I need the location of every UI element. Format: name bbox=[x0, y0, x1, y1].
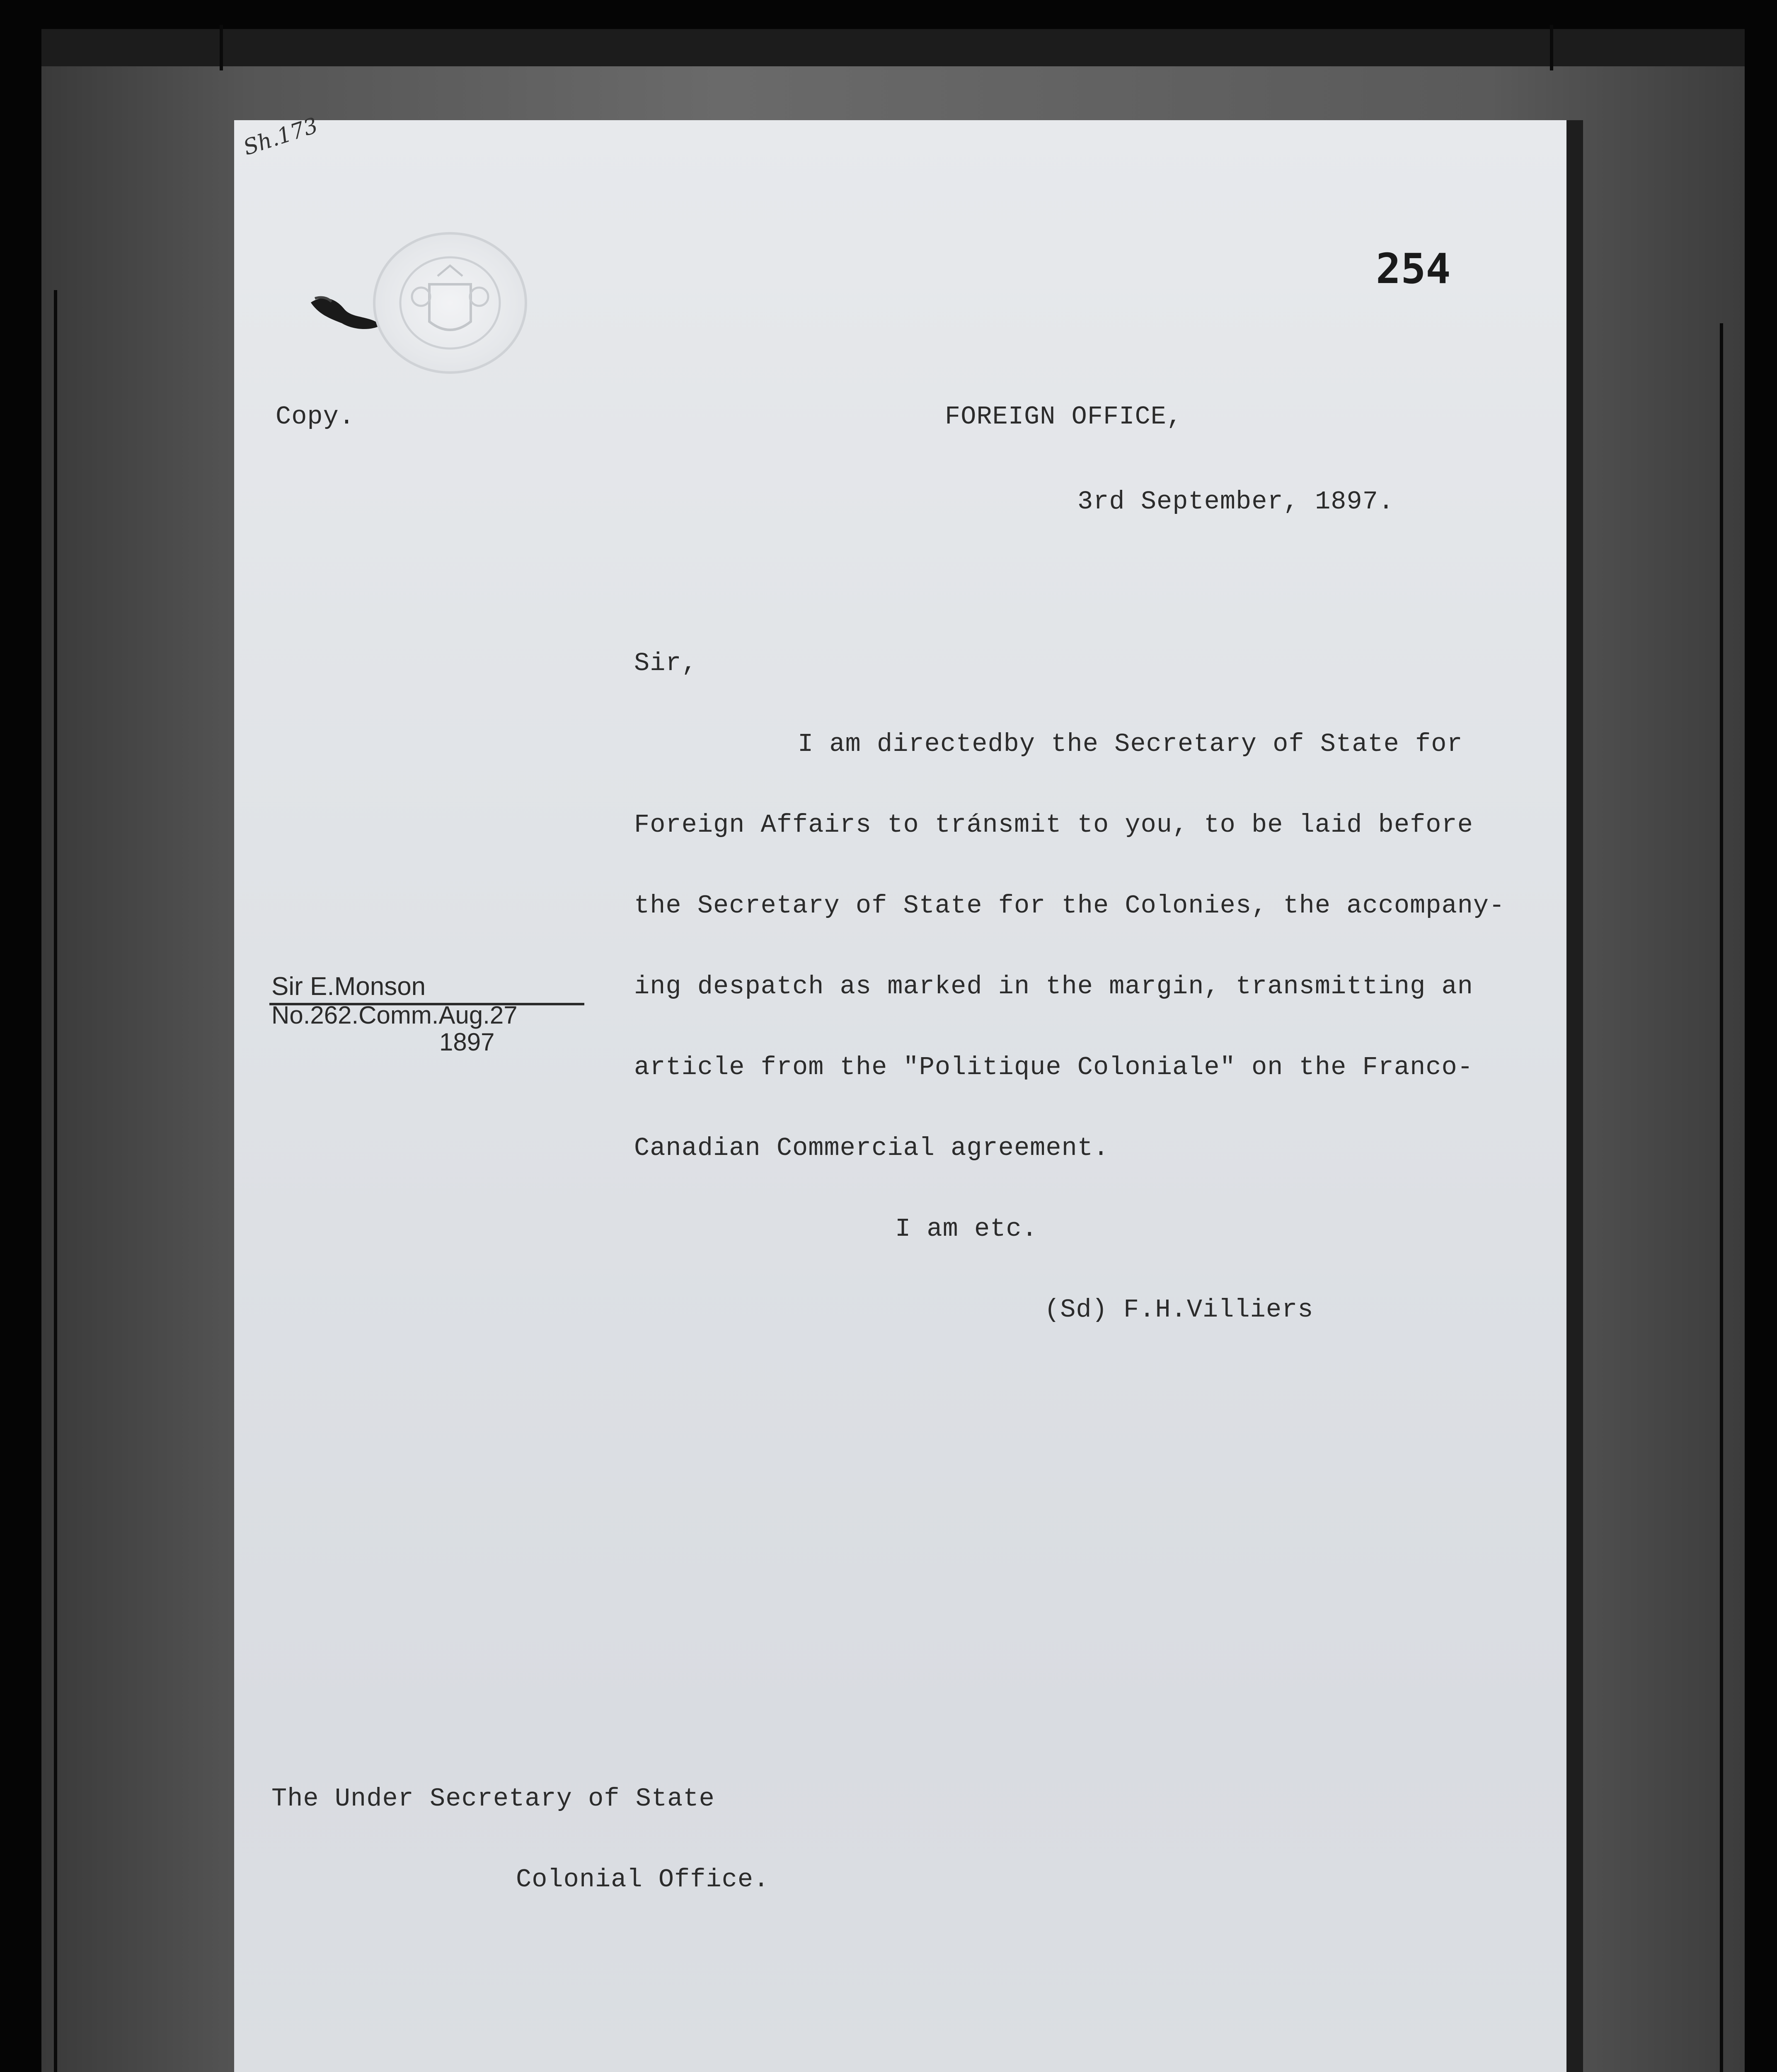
document-page bbox=[234, 120, 1566, 2072]
right-edge-line bbox=[1720, 323, 1723, 2072]
margin-note-reference: No.262.Comm.Aug.27 bbox=[271, 1001, 518, 1029]
margin-handwriting: Sh.173 bbox=[240, 113, 321, 161]
top-right-tick bbox=[1550, 25, 1553, 70]
body-line: article from the "Politique Coloniale" on the Franco- bbox=[634, 1053, 1473, 1082]
embossed-seal-icon bbox=[373, 232, 527, 374]
folio-number: 254 bbox=[1376, 244, 1451, 293]
top-left-tick bbox=[220, 25, 223, 70]
copy-label: Copy. bbox=[276, 402, 355, 431]
body-line: the Secretary of State for the Colonies, the accompany- bbox=[634, 891, 1505, 920]
body-line: Foreign Affairs to tránsmit to you, to be laid before bbox=[634, 810, 1473, 840]
body-line: Canadian Commercial agreement. bbox=[634, 1133, 1109, 1163]
closing: I am etc. bbox=[895, 1214, 1038, 1244]
left-edge-line bbox=[54, 290, 57, 2072]
body-line: ing despatch as marked in the margin, transmitting an bbox=[634, 972, 1473, 1001]
addressee-office: Colonial Office. bbox=[516, 1865, 770, 1894]
addressee-title: The Under Secretary of State bbox=[271, 1784, 715, 1813]
page-shadow bbox=[1566, 120, 1583, 2072]
salutation: Sir, bbox=[634, 649, 697, 678]
body-line: I am directedby the Secretary of State for bbox=[798, 729, 1463, 759]
office-heading: FOREIGN OFFICE, bbox=[945, 402, 1183, 431]
margin-note-year: 1897 bbox=[439, 1028, 495, 1056]
margin-note-name: Sir E.Monson bbox=[271, 972, 426, 1001]
signature: (Sd) F.H.Villiers bbox=[1044, 1295, 1314, 1324]
film-top-strip bbox=[41, 29, 1745, 71]
letter-date: 3rd September, 1897. bbox=[1077, 487, 1394, 516]
